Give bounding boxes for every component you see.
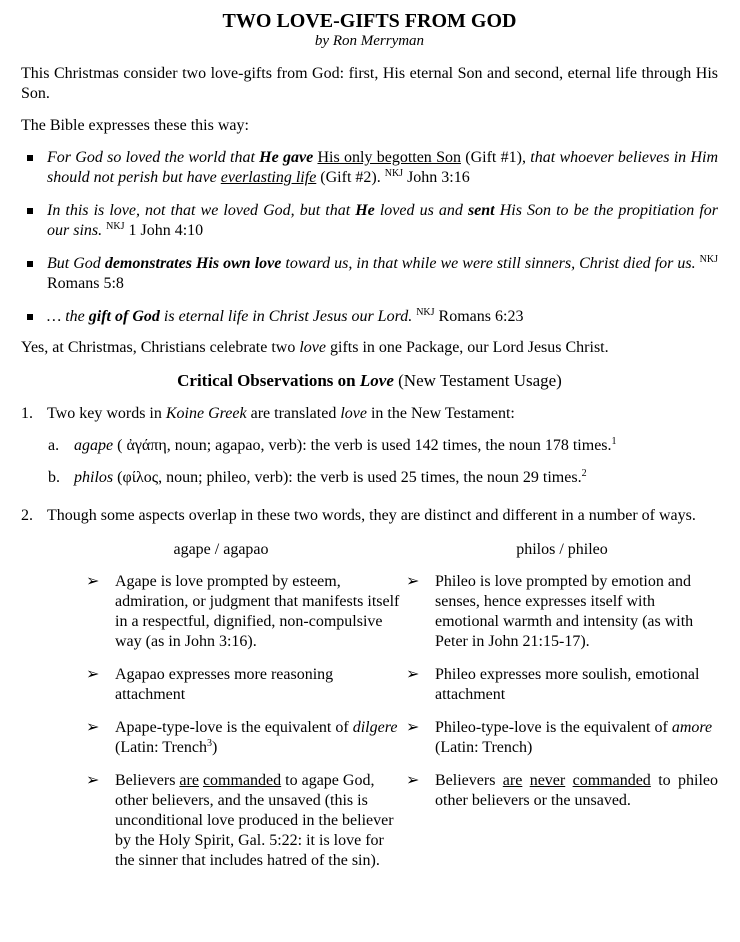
arrow-bullet-icon: ➢ bbox=[406, 772, 420, 789]
version-mark: NKJ bbox=[106, 221, 125, 232]
page-title: TWO LOVE-GIFTS FROM GOD bbox=[222, 10, 517, 32]
sub-item-letter: b. bbox=[48, 469, 60, 486]
verse-reference: John 3:16 bbox=[403, 169, 470, 186]
arrow-bullet-icon: ➢ bbox=[406, 666, 420, 683]
footnote-mark: 2 bbox=[581, 468, 587, 479]
version-mark: NKJ bbox=[384, 168, 404, 179]
comparison-point: ➢ Phileo expresses more soulish, emotional attachment bbox=[406, 666, 700, 703]
item-number: 1. bbox=[21, 405, 33, 422]
arrow-bullet-icon: ➢ bbox=[86, 719, 100, 736]
arrow-bullet-icon: ➢ bbox=[86, 573, 100, 590]
arrow-bullet-icon: ➢ bbox=[406, 719, 420, 736]
verse-item: In this is love, not that we loved God, but that He loved us and sent His Son to be the propitiation for our sins. $^{NKJ}$ 1 John 4:10 bbox=[21, 201, 718, 241]
section-heading: Critical Observations on Love (New Testament Usage) bbox=[177, 371, 562, 390]
comparison-point: ➢ Phileo-type-love is the equivalent of amore (Latin: Trench) bbox=[406, 719, 713, 756]
numbered-item: 1. Two key words in Koine Greek are translated love in the New Testament: bbox=[21, 405, 515, 422]
underlined-text: everlasting life bbox=[220, 169, 317, 186]
verse-item: … the gift of God is eternal life in Christ Jesus our Lord. $^{NKJ}$ Romans 6:23 bbox=[21, 307, 718, 327]
footnote-mark: 1 bbox=[611, 436, 617, 447]
verse-reference: 1 John 4:10 bbox=[124, 222, 204, 239]
arrow-bullet-icon: ➢ bbox=[86, 772, 100, 789]
numbered-item: 2. Though some aspects overlap in these two words, they are distinct and different in a number of ways. bbox=[21, 507, 696, 524]
sub-item-letter: a. bbox=[48, 437, 60, 454]
verse-item: But God demonstrates His own love toward us, in that while we were still sinners, Christ died for us. $^{NKJ}$ Romans 5:8 bbox=[21, 254, 718, 294]
christmas-line: Yes, at Christmas, Christians celebrate two love gifts in one Package, our Lord Jesus Christ. bbox=[21, 339, 609, 356]
verse-list bbox=[21, 148, 718, 327]
intro-paragraph: This Christmas consider two love-gifts from God: first, His eternal Son and second, eternal life through His Son. bbox=[21, 65, 718, 102]
sub-item-philos: b. philos (φίλος, noun; phileo, verb): the verb is used 25 times, the noun 29 times.$^2$ bbox=[48, 468, 587, 486]
verse-item: For God so loved the world that He gave His only begotten Son (Gift #1), that whoever believes in Him should not perish but have everlasting life (Gift #2). $^{NKJ}$ John 3:16 bbox=[21, 148, 718, 188]
version-mark: NKJ bbox=[416, 307, 435, 318]
verse-reference: Romans 6:23 bbox=[434, 308, 524, 325]
arrow-bullet-icon: ➢ bbox=[86, 666, 100, 683]
philos-column-header: philos / phileo bbox=[516, 541, 608, 558]
comparison-point: ➢ Phileo is love prompted by emotion and senses, hence expresses itself with emotional warmth and intensity (as with Peter in John 21:15-17). bbox=[406, 573, 694, 650]
byline: by Ron Merryman bbox=[314, 33, 425, 49]
agape-column-header: agape / agapao bbox=[173, 541, 269, 558]
verse-reference: Romans 5:8 bbox=[47, 275, 124, 292]
comparison-columns bbox=[21, 540, 718, 884]
philos-column bbox=[401, 540, 718, 884]
item-number: 2. bbox=[21, 507, 33, 524]
comparison-point: ➢ Agapao expresses more reasoning attachment bbox=[86, 666, 334, 703]
bible-intro: The Bible expresses these this way: bbox=[21, 117, 249, 134]
footnote-mark: 3 bbox=[207, 738, 212, 749]
comparison-point: ➢ Apape-type-love is the equivalent of dilgere (Latin: Trench$^3$) bbox=[86, 719, 398, 756]
version-mark: NKJ bbox=[699, 254, 719, 265]
underlined-text: His only begotten Son bbox=[317, 149, 461, 166]
comparison-point: ➢ Believers are never commanded to phileo other believers or the unsaved. bbox=[406, 772, 718, 809]
comparison-point: ➢ Believers are commanded to agape God, other believers, and the unsaved (this is unconditional love produced in the believer by the Holy Spirit, Gal. 5:22: it is love for the sinner that includes hatred of the sin). bbox=[86, 772, 394, 869]
sub-item-agape: a. agape ( ἀγάπη, noun; agapao, verb): the verb is used 142 times, the noun 178 times.$^1$ bbox=[48, 436, 617, 454]
comparison-point: ➢ Agape is love prompted by esteem, admiration, or judgment that manifests itself in a respectful, dignified, non-compulsive way (as in John 3:16). bbox=[86, 573, 400, 650]
agape-column bbox=[21, 540, 401, 884]
arrow-bullet-icon: ➢ bbox=[406, 573, 420, 590]
